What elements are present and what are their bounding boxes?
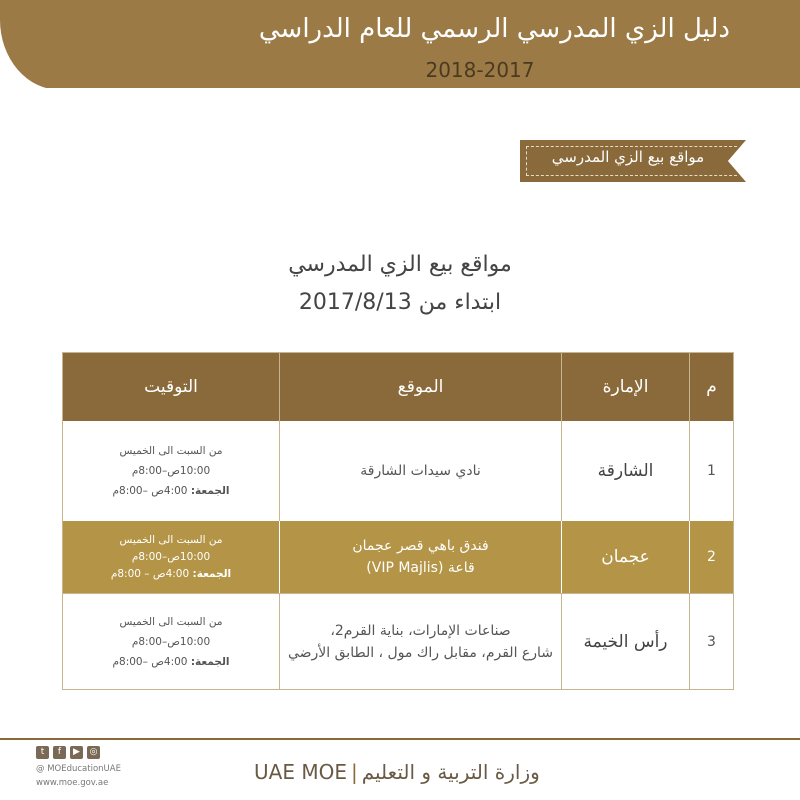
academic-year: 2018-2017 — [425, 58, 535, 82]
instagram-icon[interactable]: ◎ — [87, 746, 100, 759]
table-header-row — [63, 353, 733, 421]
header-divider — [0, 88, 800, 92]
table-row — [63, 521, 733, 593]
header-timing: التوقيت — [144, 377, 198, 397]
timing-friday — [113, 652, 230, 672]
row-number: 3 — [707, 634, 716, 650]
header-emirate: الإمارة — [561, 353, 689, 421]
timing-hours: 10:00ص–8:00م — [131, 550, 211, 563]
friday-label: الجمعة: — [192, 567, 232, 580]
timing-cell — [63, 521, 279, 593]
number-cell — [689, 594, 733, 690]
header-location: الموقع — [279, 353, 561, 421]
brand-ar: وزارة التربية و التعليم — [361, 760, 540, 784]
timing-cell — [63, 421, 279, 521]
timing-hours: 10:00ص–8:00م — [131, 636, 211, 648]
friday-label: الجمعة: — [190, 485, 230, 497]
footer-divider — [0, 738, 800, 740]
location-line: صناعات الإمارات، بناية القرم2، — [330, 623, 511, 639]
youtube-icon[interactable]: ▶ — [70, 746, 83, 759]
row-number: 2 — [707, 549, 716, 565]
timing-hours: 10:00ص–8:00م — [131, 465, 211, 477]
table-row — [63, 593, 733, 690]
row-number: 1 — [707, 463, 716, 479]
header-number: م — [689, 353, 733, 421]
emirate-name: عجمان — [601, 547, 650, 567]
table-row — [63, 421, 733, 522]
brand-separator: | — [350, 760, 358, 784]
friday-label: الجمعة: — [190, 656, 230, 668]
emirate-cell — [561, 421, 689, 521]
start-date: ابتداء من 2017/8/13 — [298, 290, 502, 315]
friday-hours: 4:00ص – 8:00م — [110, 567, 190, 580]
brand-en: UAE MOE — [254, 760, 347, 784]
section-tag-label: مواقع بيع الزي المدرسي — [551, 148, 705, 166]
facebook-icon[interactable]: f — [53, 746, 66, 759]
number-cell — [689, 421, 733, 521]
number-cell — [689, 521, 733, 593]
twitter-icon[interactable]: t — [36, 746, 49, 759]
ministry-logo — [254, 760, 540, 784]
social-icons — [36, 746, 100, 759]
emirate-cell — [561, 521, 689, 593]
section-heading: مواقع بيع الزي المدرسي — [288, 252, 512, 277]
timing-friday — [113, 481, 230, 501]
emirate-name: الشارقة — [597, 461, 654, 481]
emirate-cell — [561, 594, 689, 690]
website-link[interactable]: www.moe.gov.ae — [36, 778, 109, 788]
timing-days: من السبت الى الخميس — [119, 616, 223, 628]
timing-friday — [111, 566, 231, 583]
timing-cell — [63, 594, 279, 690]
location-cell — [279, 521, 561, 593]
locations-table — [62, 352, 734, 690]
timing-days: من السبت الى الخميس — [119, 533, 223, 546]
location-cell — [279, 421, 561, 521]
page-title: دليل الزي المدرسي الرسمي للعام الدراسي — [258, 14, 730, 44]
friday-hours: 4:00ص –8:00م — [112, 485, 188, 497]
friday-hours: 4:00ص –8:00م — [112, 656, 188, 668]
timing-days: من السبت الى الخميس — [119, 445, 223, 457]
location-line: نادي سيدات الشارقة — [360, 463, 481, 479]
location-line: قاعة (VIP Majlis) — [366, 560, 475, 576]
social-handle[interactable]: @ MOEducationUAE — [36, 764, 121, 774]
emirate-name: رأس الخيمة — [583, 632, 668, 652]
location-line: شارع القرم، مقابل راك مول ، الطابق الأرضي — [287, 645, 554, 661]
location-line: فندق باهي قصر عجمان — [352, 538, 489, 554]
location-cell — [279, 594, 561, 690]
